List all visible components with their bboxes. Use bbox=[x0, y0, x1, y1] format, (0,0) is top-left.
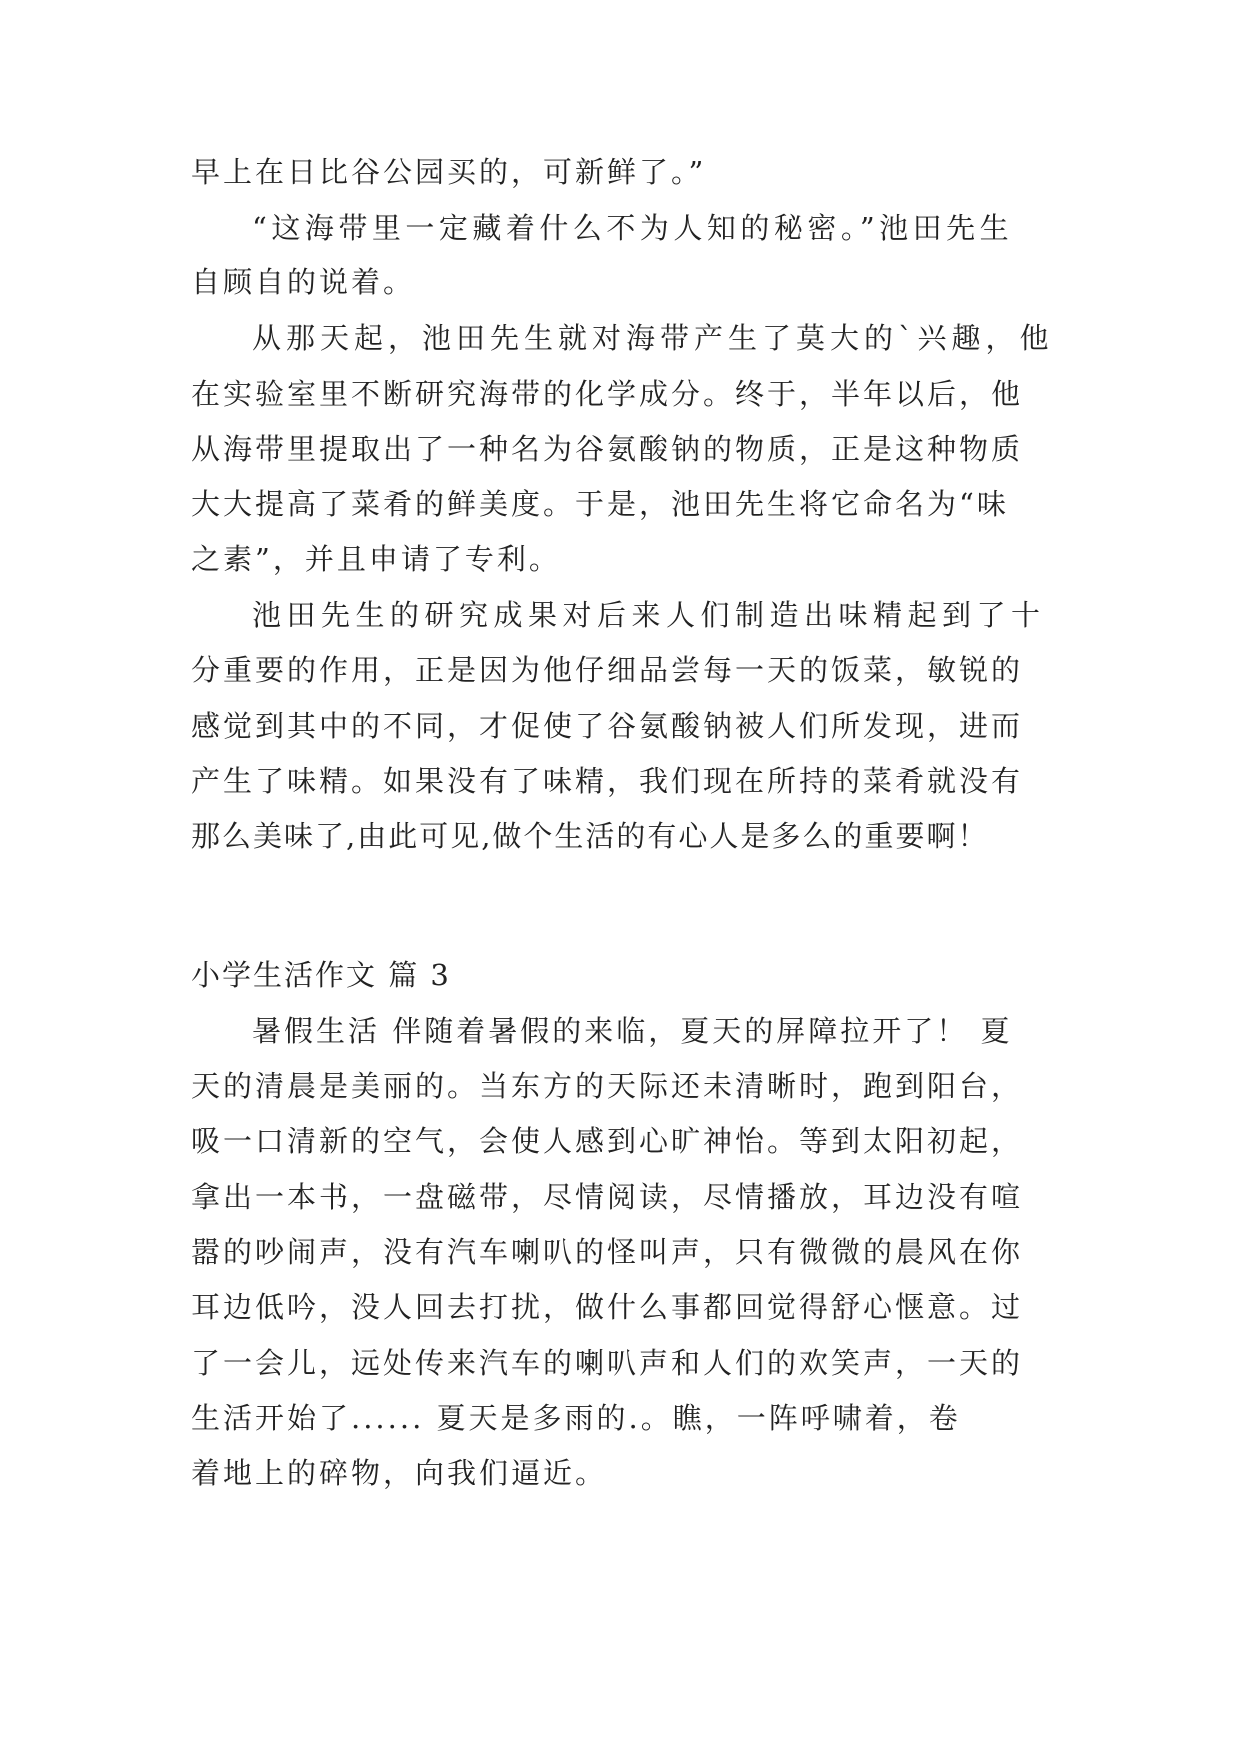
text-line: 感觉到其中的不同，才促使了谷氨酸钠被人们所发现，进而 bbox=[191, 709, 1024, 743]
section-heading: 小学生活作文 篇 3 bbox=[191, 958, 451, 992]
text-line: 着地上的碎物，向我们逼近。 bbox=[191, 1456, 608, 1490]
text-line: 分重要的作用，正是因为他仔细品尝每一天的饭菜，敏锐的 bbox=[191, 653, 1024, 687]
text-line: 大大提高了菜肴的鲜美度。于是，池田先生将它命名为“味 bbox=[191, 487, 1009, 521]
text-line: 天的清晨是美丽的。当东方的天际还未清晰时，跑到阳台， bbox=[191, 1069, 1024, 1103]
text-line: 暑假生活 伴随着暑假的来临，夏天的屏障拉开了！ 夏 bbox=[252, 1014, 1013, 1048]
text-line: 之素”，并且申请了专利。 bbox=[191, 542, 561, 576]
text-line: 那么美味了,由此可见,做个生活的有心人是多么的重要啊！ bbox=[191, 819, 989, 853]
text-line: 自顾自的说着。 bbox=[191, 265, 416, 299]
text-line: 拿出一本书，一盘磁带，尽情阅读，尽情播放，耳边没有喧 bbox=[191, 1180, 1024, 1214]
text-line: 产生了味精。如果没有了味精，我们现在所持的菜肴就没有 bbox=[191, 764, 1024, 798]
text-line: 在实验室里不断研究海带的化学成分。终于，半年以后，他 bbox=[191, 377, 1024, 411]
text-line: “这海带里一定藏着什么不为人知的秘密。”池田先生 bbox=[252, 211, 1014, 245]
text-line: 从海带里提取出了一种名为谷氨酸钠的物质，正是这种物质 bbox=[191, 432, 1024, 466]
text-line: 早上在日比谷公园买的，可新鲜了。” bbox=[191, 155, 707, 189]
text-line: 池田先生的研究成果对后来人们制造出味精起到了十 bbox=[252, 598, 1046, 632]
text-line: 嚣的吵闹声，没有汽车喇叭的怪叫声，只有微微的晨风在你 bbox=[191, 1235, 1024, 1269]
text-line: 吸一口清新的空气，会使人感到心旷神怡。等到太阳初起， bbox=[191, 1124, 1024, 1158]
text-line: 耳边低吟，没人回去打扰，做什么事都回觉得舒心惬意。过 bbox=[191, 1290, 1024, 1324]
text-line: 从那天起，池田先生就对海带产生了莫大的`兴趣，他 bbox=[252, 321, 1054, 355]
text-line: 生活开始了...... 夏天是多雨的.。瞧，一阵呼啸着，卷 bbox=[191, 1401, 961, 1435]
text-line: 了一会儿，远处传来汽车的喇叭声和人们的欢笑声，一天的 bbox=[191, 1346, 1024, 1380]
